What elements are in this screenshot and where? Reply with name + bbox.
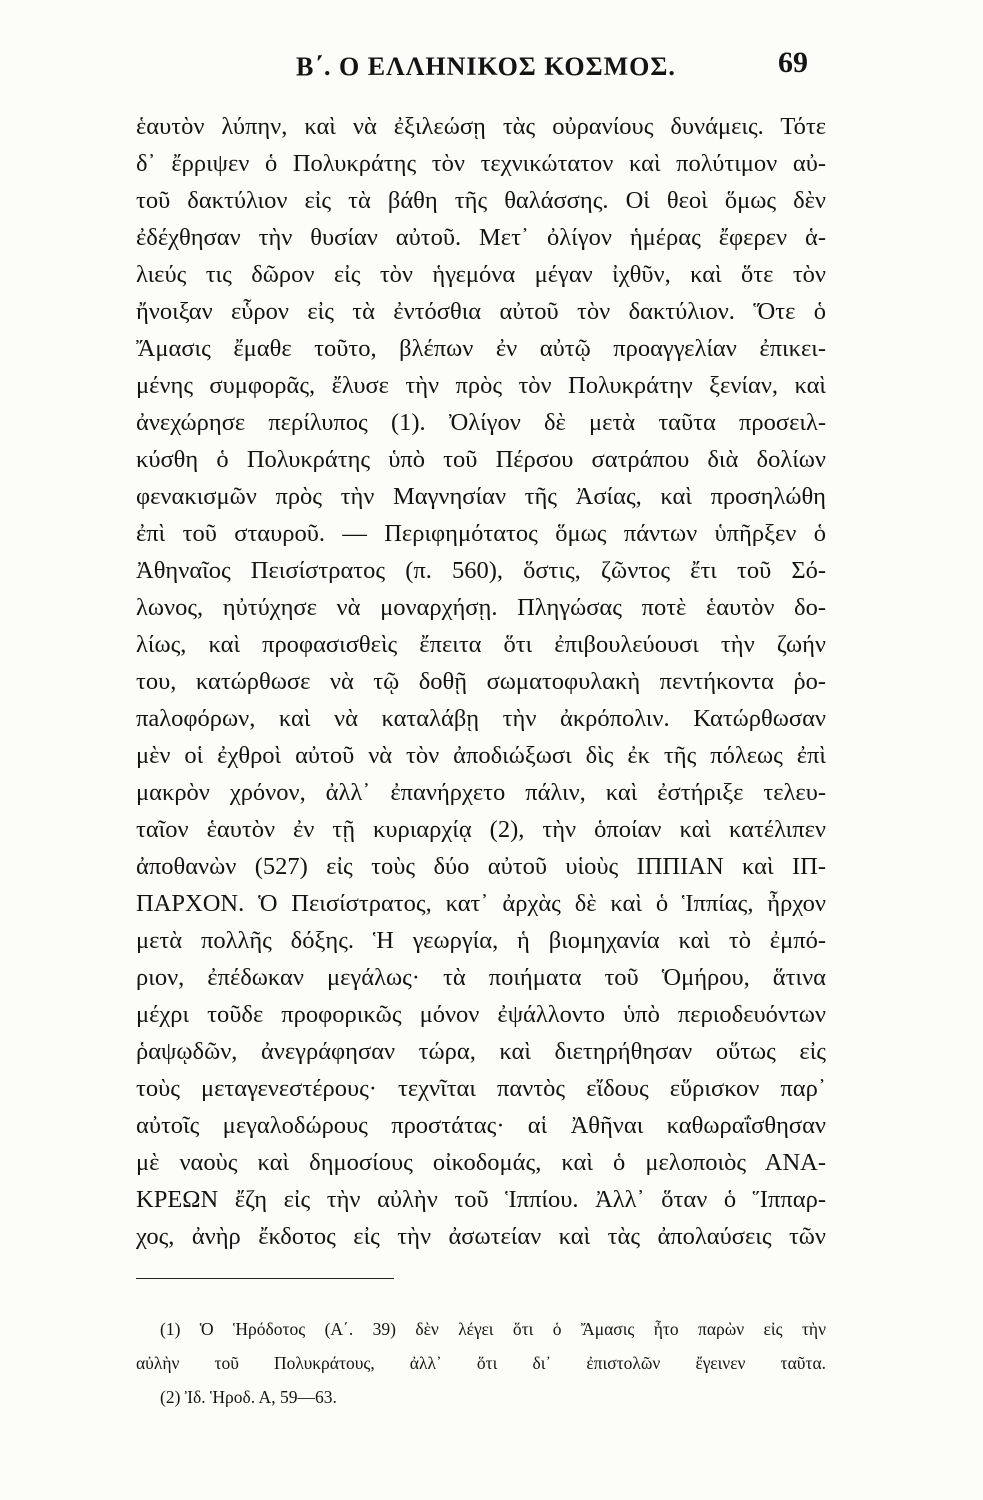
text-line: μακρὸν χρόνον, ἀλλ᾽ ἐπανήρχετο πάλιν, καὶ ἐστήριξε τελευ-	[136, 779, 826, 806]
text-line: χος, ἀνὴρ ἔκδοτος εἰς τὴν ἀσωτείαν καὶ τὰς ἀπολαύσεις τῶν	[136, 1223, 826, 1250]
text-line: ῥαψῳδῶν, ἀνεγράφησαν τώρα, καὶ διετηρήθησαν οὕτως εἰς	[136, 1038, 826, 1065]
footnote-2: (2) Ἰδ. Ἡροδ. Α, 59—63.	[160, 1387, 337, 1407]
footnote-1-continued: αὐλὴν τοῦ Πολυκράτους, ἀλλ᾽ ὅτι δι᾽ ἐπιστολῶν ἔγεινεν ταῦτα.	[136, 1353, 826, 1373]
footnote-rule	[136, 1278, 394, 1279]
text-line: του, κατώρθωσε νὰ τῷ δοθῇ σωματοφυλακὴ πεντήκοντα ῥο-	[136, 668, 826, 695]
text-line: φενακισμῶν πρὸς τὴν Μαγνησίαν τῆς Ἀσίας, καὶ προσηλώθη	[136, 483, 826, 510]
text-line: μετὰ πολλῆς δόξης. Ἡ γεωργία, ἡ βιομηχανία καὶ τὸ ἐμπό-	[136, 927, 826, 954]
main-text	[136, 108, 826, 1255]
text-line: ἀποθανὼν (527) εἰς τοὺς δύο αὐτοῦ υἱοὺς ΙΠΠΙΑΝ καὶ ΙΠ-	[136, 853, 826, 880]
text-line: ΚΡΕΩΝ ἔζη εἰς τὴν αὐλὴν τοῦ Ἱππίου. Ἀλλ᾽ ὅταν ὁ Ἵππαρ-	[136, 1186, 826, 1213]
text-line: ΠΑΡΧΟΝ. Ὁ Πεισίστρατος, κατ᾽ ἀρχὰς δὲ καὶ ὁ Ἱππίας, ἦρχον	[136, 890, 826, 917]
text-line: κύσθη ὁ Πολυκράτης ὑπὸ τοῦ Πέρσου σατράπου διὰ δολίων	[136, 446, 826, 473]
chapter-title: Β΄. Ο ΕΛΛΗΝΙΚΟΣ ΚΟΣΜΟΣ.	[296, 52, 676, 81]
text-line: αὐτοῖς μεγαλοδώρους προστάτας· αἱ Ἀθῆναι καθωραΐσθησαν	[136, 1112, 826, 1139]
text-line: μὲν οἱ ἐχθροὶ αὐτοῦ νὰ τὸν ἀποδιώξωσι δὶς ἐκ τῆς πόλεως ἐπὶ	[136, 742, 826, 769]
text-line: ἑαυτὸν λύπην, καὶ νὰ ἐξιλεώσῃ τὰς οὐρανίους δυνάμεις. Τότε	[136, 113, 826, 140]
text-line: λωνος, ηὐτύχησε νὰ μοναρχήσῃ. Πληγώσας ποτὲ ἑαυτὸν δο-	[136, 594, 826, 621]
text-line: ἀνεχώρησε περίλυπος (1). Ὀλίγον δὲ μετὰ ταῦτα προσειλ-	[136, 409, 826, 436]
text-line: τοῦ δακτύλιον εἰς τὰ βάθη τῆς θαλάσσης. Οἱ θεοὶ ὅμως δὲν	[136, 187, 826, 214]
text-line: μὲ ναοὺς καὶ δημοσίους οἰκοδομάς, καὶ ὁ μελοποιὸς ΑΝΑ-	[136, 1149, 826, 1176]
text-line: πaλοφόρων, καὶ νὰ καταλάβῃ τὴν ἀκρόπολιν. Κατώρθωσαν	[136, 705, 826, 732]
text-line: Ἀθηναῖος Πεισίστρατος (π. 560), ὅστις, ζῶντος ἔτι τοῦ Σό-	[136, 557, 826, 584]
text-line: δ᾽ ἔρριψεν ὁ Πολυκράτης τὸν τεχνικώτατον καὶ πολύτιμον αὐ-	[136, 150, 826, 177]
footnotes	[136, 1312, 826, 1414]
text-line: ριον, ἐπέδωκαν μεγάλως· τὰ ποιήματα τοῦ Ὁμήρου, ἅτινα	[136, 964, 826, 991]
text-line: μέχρι τοῦδε προφορικῶς μόνον ἐψάλλοντο ὑπὸ περιοδευόντων	[136, 1001, 826, 1028]
text-line: λιεύς τις δῶρον εἰς τὸν ἡγεμόνα μέγαν ἰχθῦν, καὶ ὅτε τὸν	[136, 261, 826, 288]
text-line: ἤνοιξαν εὗρον εἰς τὰ ἐντόσθια αὐτοῦ τὸν δακτύλιον. Ὅτε ὁ	[136, 298, 826, 325]
text-line: μένης συμφορᾶς, ἔλυσε τὴν πρὸς τὸν Πολυκράτην ξενίαν, καὶ	[136, 372, 826, 399]
footnote-1: (1) Ὁ Ἡρόδοτος (Α΄. 39) δὲν λέγει ὅτι ὁ Ἄμασις ἦτο παρὼν εἰς τὴν	[160, 1319, 826, 1339]
page-number: 69	[778, 46, 808, 79]
text-line: ἐδέχθησαν τὴν θυσίαν αὐτοῦ. Μετ᾽ ὀλίγον ἡμέρας ἔφερεν ἁ-	[136, 224, 826, 251]
text-line: ταῖον ἑαυτὸν ἐν τῇ κυριαρχίᾳ (2), τὴν ὁποίαν καὶ κατέλιπεν	[136, 816, 826, 843]
text-line: τοὺς μεταγενεστέρους· τεχνῖται παντὸς εἴδους εὕρισκον παρ᾽	[136, 1075, 826, 1102]
text-line: Ἄμασις ἔμαθε τοῦτο, βλέπων ἐν αὐτῷ προαγγελίαν ἐπικει-	[136, 335, 826, 362]
text-line: λίως, καὶ προφασισθεὶς ἔπειτα ὅτι ἐπιβουλεύουσι τὴν ζωήν	[136, 631, 826, 658]
text-line: ἐπὶ τοῦ σταυροῦ. — Περιφημότατος ὅμως πάντων ὑπῆρξεν ὁ	[136, 520, 826, 547]
running-header	[0, 46, 983, 92]
